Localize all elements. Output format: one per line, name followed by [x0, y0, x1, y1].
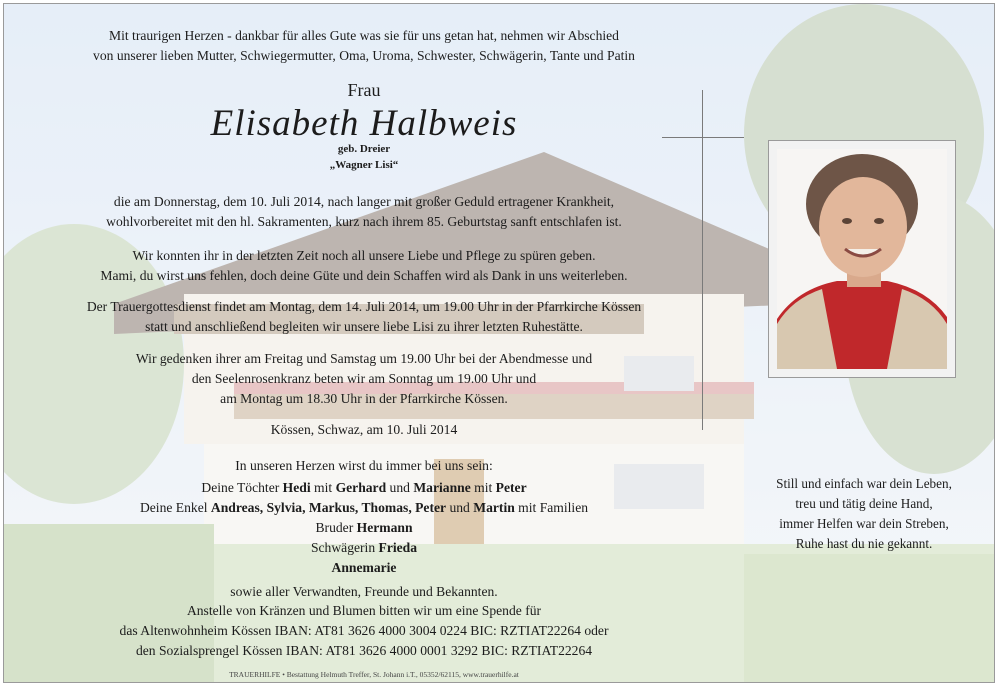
obituary-card — [3, 3, 995, 683]
text-line: das Altenwohnheim Kössen IBAN: AT81 3626 4000 3004 0224 BIC: RZTIAT22264 oder — [119, 623, 609, 638]
portrait-photo — [777, 149, 947, 369]
name: Andreas, Sylvia, Markus, Thomas, Peter — [210, 500, 447, 515]
poem-line: immer Helfen war dein Streben, — [779, 516, 949, 531]
name: Martin — [473, 500, 515, 515]
text-line: statt und anschließend begleiten wir unsere liebe Lisi zu ihrer letzten Ruhestätte. — [145, 319, 583, 334]
maiden-name: geb. Dreier — [337, 143, 391, 155]
intro-line: Mit traurigen Herzen - dankbar für alles Gute was sie für uns getan hat, nehmen wir Abschied — [109, 28, 619, 43]
service-paragraph — [24, 297, 704, 337]
text: mit Familien — [514, 500, 589, 515]
text-line: Der Trauergottesdienst findet am Montag, dem 14. Juli 2014, um 19.00 Uhr in der Pfarrkirche Kössen — [86, 299, 642, 314]
funeral-home-footer: TRAUERHILFE • Bestattung Helmuth Treffer, St. Johann i.T., 05352/62115, www.trauerhilfe.at — [229, 670, 519, 679]
name: Gerhard — [335, 480, 387, 495]
intro-text — [24, 26, 704, 66]
other-relative: Annemarie — [331, 560, 397, 575]
text-line: Wir gedenken ihrer am Freitag und Samstag um 19.00 Uhr bei der Abendmesse und — [135, 351, 593, 366]
text: Deine Töchter — [201, 480, 283, 495]
poem-line: Still und einfach war dein Leben, — [776, 476, 952, 491]
daughters-line — [24, 478, 704, 498]
relatives-line: sowie aller Verwandten, Freunde und Bekannten. — [230, 584, 498, 599]
memorial-poem — [749, 474, 979, 554]
text: Bruder — [315, 520, 357, 535]
text: Schwägerin — [310, 540, 379, 555]
cross-vertical-bar — [702, 90, 703, 430]
death-announcement — [24, 192, 704, 232]
name: Hermann — [356, 520, 413, 535]
brother-line — [24, 518, 704, 538]
text-line: den Sozialsprengel Kössen IBAN: AT81 3626 4000 0001 3292 BIC: RZTIAT22264 — [135, 643, 593, 658]
text: und — [386, 480, 414, 495]
text-line: Wir konnten ihr in der letzten Zeit noch all unsere Liebe und Pflege zu spüren geben. — [132, 248, 596, 263]
cross-horizontal-bar — [662, 137, 744, 138]
name: Hedi — [282, 480, 311, 495]
salutation: Frau — [347, 80, 381, 100]
text: mit — [470, 480, 496, 495]
grandchildren-line — [24, 498, 704, 518]
family-section — [24, 456, 704, 602]
name: Frieda — [378, 540, 418, 555]
love-paragraph — [24, 246, 704, 286]
poem-line: Ruhe hast du nie gekannt. — [795, 536, 933, 551]
text: und — [446, 500, 474, 515]
text-line: Mami, du wirst uns fehlen, doch deine Güte und dein Schaffen wird als Dank in uns weiterleben. — [100, 268, 628, 283]
nickname: „Wagner Lisi“ — [329, 159, 399, 171]
intro-line: von unserer lieben Mutter, Schwiegermutter, Oma, Uroma, Schwester, Schwägerin, Tante und Patin — [93, 48, 635, 63]
sister-in-law-line — [24, 538, 704, 558]
family-heading: In unseren Herzen wirst du immer bei uns sein: — [235, 458, 493, 473]
donation-request — [24, 601, 704, 661]
deceased-name: Elisabeth Halbweis — [210, 103, 518, 144]
text-line: die am Donnerstag, dem 10. Juli 2014, nach langer mit großer Geduld ertragener Krankheit, — [113, 194, 615, 209]
name: Marianne — [413, 480, 471, 495]
text: Deine Enkel — [139, 500, 211, 515]
poem-line: treu und tätig deine Hand, — [795, 496, 933, 511]
text-line: Anstelle von Kränzen und Blumen bitten wir um eine Spende für — [186, 603, 542, 618]
name: Peter — [495, 480, 527, 495]
text: mit — [310, 480, 336, 495]
prayer-paragraph — [24, 349, 704, 409]
portrait-frame — [768, 140, 956, 378]
text-line: wohlvorbereitet mit den hl. Sakramenten, kurz nach ihrem 85. Geburtstag sanft entschlafen ist. — [106, 214, 622, 229]
text-line: am Montag um 18.30 Uhr in der Pfarrkirche Kössen. — [220, 391, 508, 406]
place-date: Kössen, Schwaz, am 10. Juli 2014 — [270, 422, 458, 437]
text-line: den Seelenrosenkranz beten wir am Sonntag um 19.00 Uhr und — [191, 371, 537, 386]
